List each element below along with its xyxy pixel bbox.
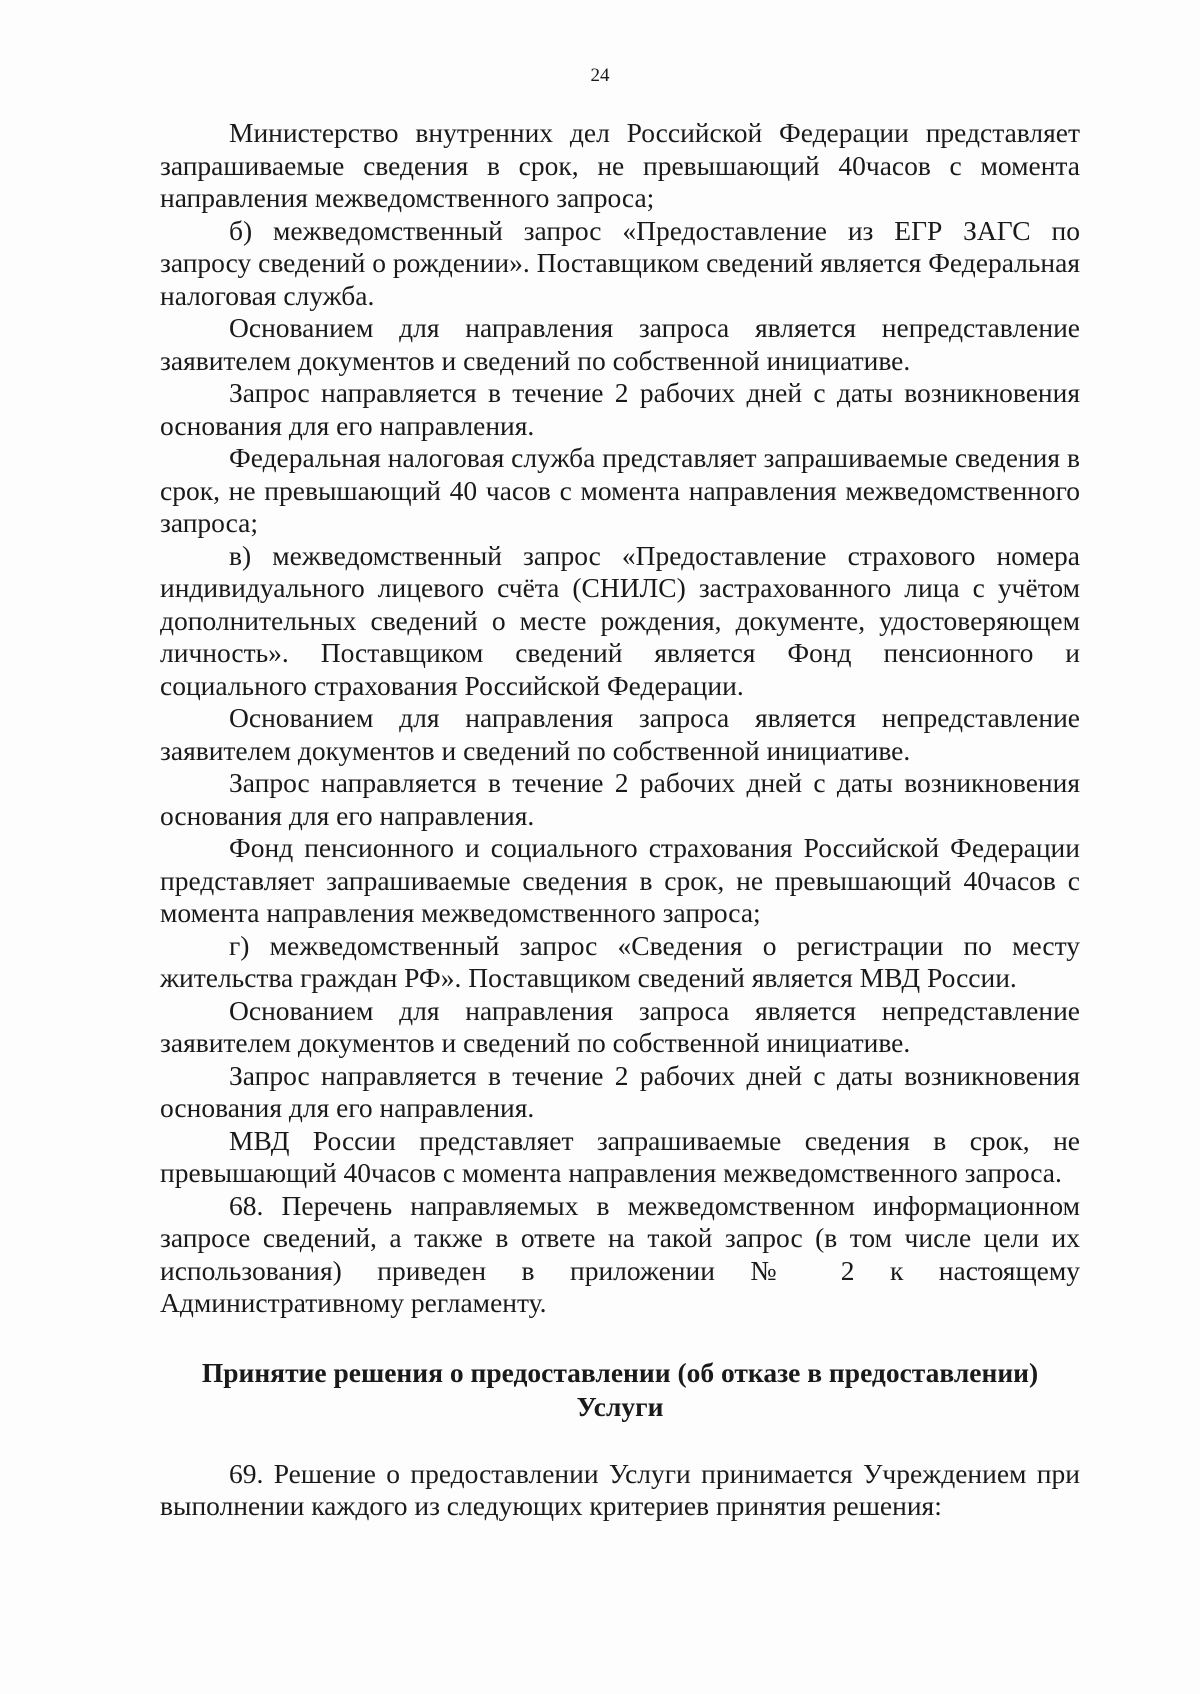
section-heading: Принятие решения о предоставлении (об отказе в предоставлении) Услуги	[201, 1356, 1039, 1422]
paragraph-request-deadline: Запрос направляется в течение 2 рабочих дней с даты возникновения основания для его направления.	[160, 1059, 1080, 1123]
document-body	[160, 117, 1080, 1523]
paragraph-request-g: г) межведомственный запрос «Сведения о регистрации по месту жительства граждан РФ». Поставщиком сведений является МВД России.	[160, 929, 1080, 993]
paragraph-mvd-russia-response-term: МВД России представляет запрашиваемые сведения в срок, не превышающий 40часов с момента направления межведомственного запроса.	[160, 1124, 1080, 1188]
paragraph-request-basis: Основанием для направления запроса является непредставление заявителем документов и сведений по собственной инициативе.	[160, 702, 1080, 766]
paragraph-request-b: б) межведомственный запрос «Предоставление из ЕГР ЗАГС по запросу сведений о рождении». Поставщиком сведений является Федеральная налоговая служба.	[160, 214, 1080, 311]
paragraph-request-v: в) межведомственный запрос «Предоставление страхового номера индивидуального лицевого счёта (СНИЛС) застрахованного лица с учётом дополнительных сведений о месте рождения, документе, удостоверяющем личность». Поставщиком сведений является Фонд пенсионного и социального страхования Российской Федерации.	[160, 539, 1080, 701]
paragraph-clause-68: 68. Перечень направляемых в межведомственном информационном запросе сведений, а также в ответе на такой запрос (в том числе цели их использования) приведен в приложении № 2 к настоящему Административному регламенту.	[160, 1189, 1080, 1318]
paragraph-clause-69: 69. Решение о предоставлении Услуги принимается Учреждением при выполнении каждого из следующих критериев принятия решения:	[160, 1457, 1080, 1521]
paragraph-fns-response-term: Федеральная налоговая служба представляет запрашиваемые сведения в срок, не превышающий 40 часов с момента направления межведомственного запроса;	[160, 442, 1080, 538]
paragraph-request-basis: Основанием для направления запроса является непредставление заявителем документов и сведений по собственной инициативе.	[160, 312, 1080, 376]
paragraph-mvd-response-term: Министерство внутренних дел Российской Федерации представляет запрашиваемые сведения в срок, не превышающий 40часов с момента направления межведомственного запроса;	[160, 117, 1080, 213]
page-number: 24	[590, 65, 610, 86]
paragraph-request-deadline: Запрос направляется в течение 2 рабочих дней с даты возникновения основания для его направления.	[160, 767, 1080, 831]
paragraph-request-deadline: Запрос направляется в течение 2 рабочих дней с даты возникновения основания для его направления.	[160, 377, 1080, 441]
paragraph-request-basis: Основанием для направления запроса является непредставление заявителем документов и сведений по собственной инициативе.	[160, 994, 1080, 1058]
paragraph-sfr-response-term: Фонд пенсионного и социального страхования Российской Федерации представляет запрашиваемые сведения в срок, не превышающий 40часов с момента направления межведомственного запроса;	[160, 832, 1080, 928]
